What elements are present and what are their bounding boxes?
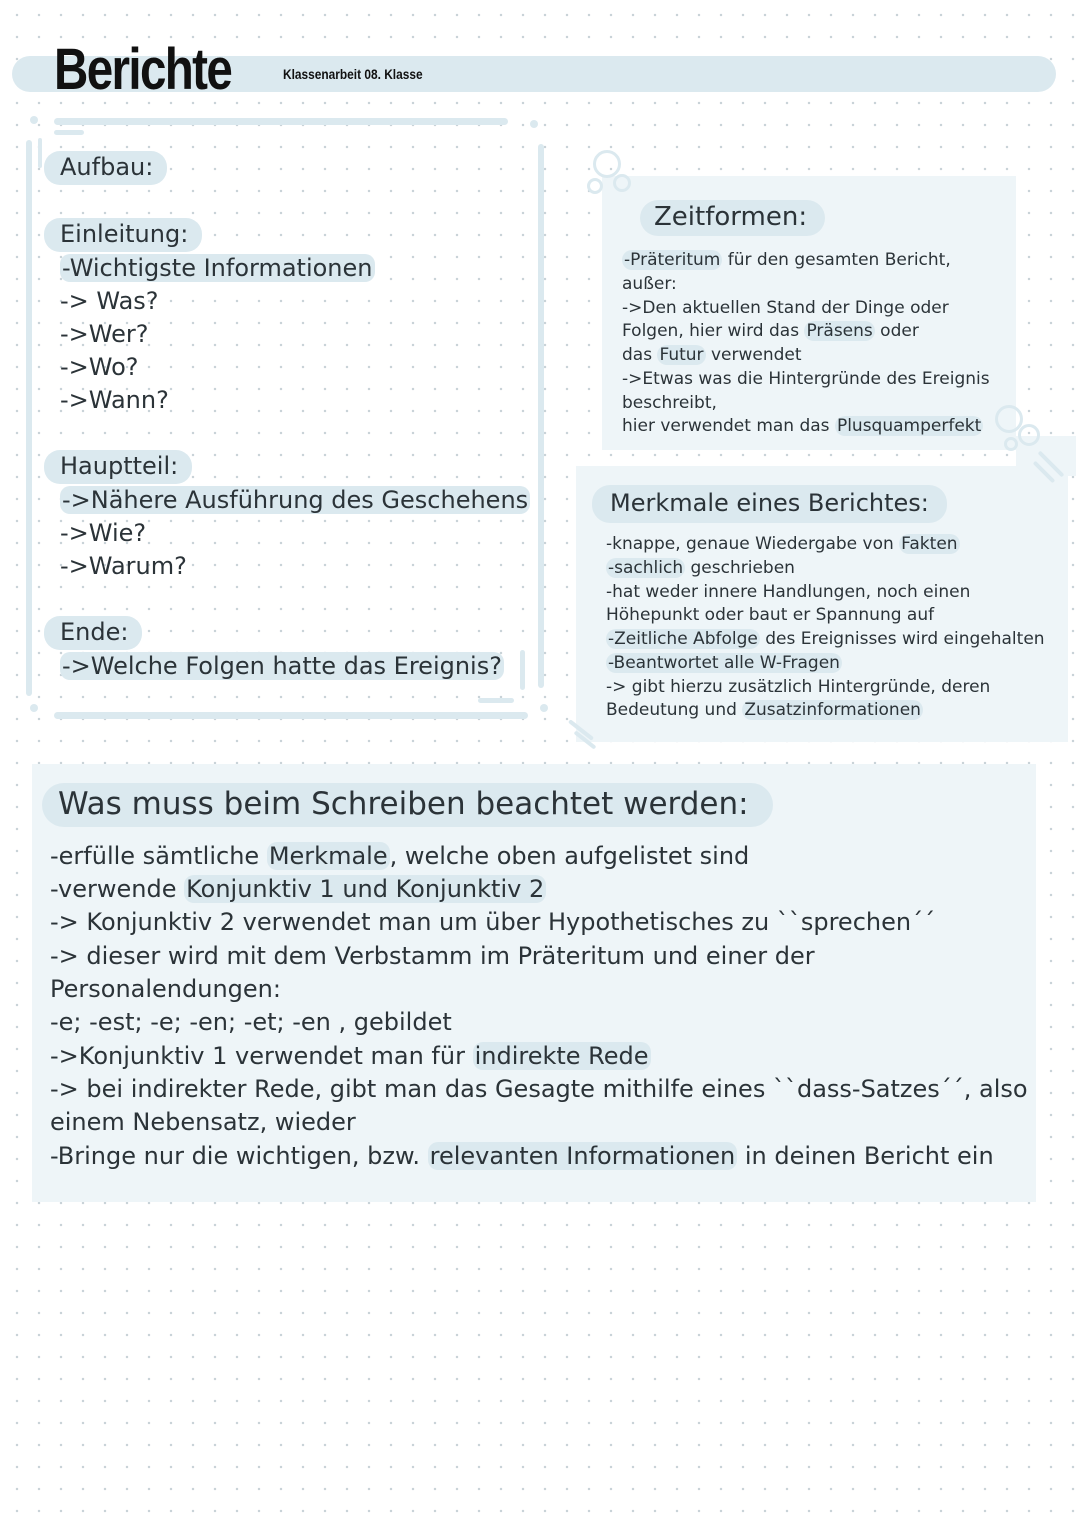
schreiben-line: -> Konjunktiv 2 verwendet man um über Hypothetisches zu ``sprechen´´ xyxy=(50,908,936,936)
merkmale-line: -hat weder innere Handlungen, noch einen xyxy=(606,582,971,602)
frame-dot xyxy=(30,116,38,124)
einleitung-line: ->Wo? xyxy=(60,353,139,381)
schreiben-line: -e; -est; -e; -en; -et; -en , gebildet xyxy=(50,1008,452,1036)
hauptteil-line: ->Warum? xyxy=(60,552,187,580)
zeitformen-line: das Futur verwendet xyxy=(622,345,802,365)
merkmale-line: -> gibt hierzu zusätzlich Hintergründe, deren xyxy=(606,677,991,697)
merkmale-line: Bedeutung und Zusatzinformationen xyxy=(606,700,921,720)
merkmale-heading: Merkmale eines Berichtes: xyxy=(592,485,947,523)
merkmale-line: -knappe, genaue Wiedergabe von Fakten xyxy=(606,534,958,554)
frame-line-left xyxy=(26,140,32,696)
einleitung-line: ->Wann? xyxy=(60,386,169,414)
page-title: Berichte xyxy=(54,37,232,102)
schreiben-line: -verwende Konjunktiv 1 und Konjunktiv 2 xyxy=(50,875,545,903)
zeitformen-line: ->Den aktuellen Stand der Dinge oder xyxy=(622,298,949,318)
merkmale-line: -Zeitliche Abfolge des Ereignisses wird eingehalten xyxy=(608,629,1045,649)
bubble-decoration xyxy=(1004,437,1018,451)
frame-line-top xyxy=(54,118,508,125)
merkmale-line: Höhepunkt oder baut er Spannung auf xyxy=(606,605,935,625)
zeitformen-heading: Zeitformen: xyxy=(640,200,825,236)
ende-label: Ende: xyxy=(60,618,142,646)
schreiben-line: Personalendungen: xyxy=(50,975,281,1003)
schreiben-line: -erfülle sämtliche Merkmale, welche oben aufgelistet sind xyxy=(50,842,750,870)
frame-line-top-short xyxy=(54,130,84,135)
schreiben-line: -Bringe nur die wichtigen, bzw. relevanten Informationen in deinen Bericht ein xyxy=(50,1142,994,1170)
bubble-decoration xyxy=(613,174,631,192)
bubble-decoration xyxy=(593,150,621,178)
frame-dot xyxy=(540,704,548,712)
zeitformen-line: -Präteritum für den gesamten Bericht, xyxy=(624,250,951,270)
hauptteil-line: ->Wie? xyxy=(60,519,147,547)
frame-line-left-accent xyxy=(38,138,42,168)
page-subtitle: Klassenarbeit 08. Klasse xyxy=(283,66,423,82)
frame-dot xyxy=(30,704,38,712)
frame-line-bottom xyxy=(54,712,528,719)
bubble-decoration xyxy=(1018,424,1040,446)
schreiben-heading: Was muss beim Schreiben beachtet werden: xyxy=(42,783,773,827)
einleitung-line: -Wichtigste Informationen xyxy=(62,254,373,282)
schreiben-line: -> bei indirekter Rede, gibt man das Gesagte mithilfe eines ``dass-Satzes´´, also xyxy=(50,1075,1028,1103)
einleitung-line: ->Wer? xyxy=(60,320,149,348)
frame-line-right-accent xyxy=(520,650,525,690)
schreiben-line: -> dieser wird mit dem Verbstamm im Präteritum und einer der xyxy=(50,942,815,970)
merkmale-line: -sachlich geschrieben xyxy=(608,558,795,578)
merkmale-line: -Beantwortet alle W-Fragen xyxy=(608,653,840,673)
schreiben-line: ->Konjunktiv 1 verwendet man für indirekte Rede xyxy=(50,1042,649,1070)
schreiben-line: einem Nebensatz, wieder xyxy=(50,1108,356,1136)
frame-dot xyxy=(530,120,538,128)
bubble-decoration xyxy=(587,178,603,194)
einleitung-line: -> Was? xyxy=(60,287,159,315)
zeitformen-line: beschreibt, xyxy=(622,393,717,413)
einleitung-label: Einleitung: xyxy=(60,220,202,248)
frame-line-right xyxy=(538,144,544,688)
zeitformen-line: hier verwendet man das Plusquamperfekt xyxy=(622,416,982,436)
zeitformen-line: Folgen, hier wird das Präsens oder xyxy=(622,321,919,341)
hauptteil-label: Hauptteil: xyxy=(60,452,192,480)
aufbau-heading: Aufbau: xyxy=(60,153,167,181)
hauptteil-line: ->Nähere Ausführung des Geschehens xyxy=(62,486,529,514)
ende-line: ->Welche Folgen hatte das Ereignis? xyxy=(62,652,502,680)
zeitformen-line: ->Etwas was die Hintergründe des Ereignis xyxy=(622,369,990,389)
zeitformen-line: außer: xyxy=(622,274,677,294)
frame-line-bottom-accent xyxy=(478,698,514,703)
